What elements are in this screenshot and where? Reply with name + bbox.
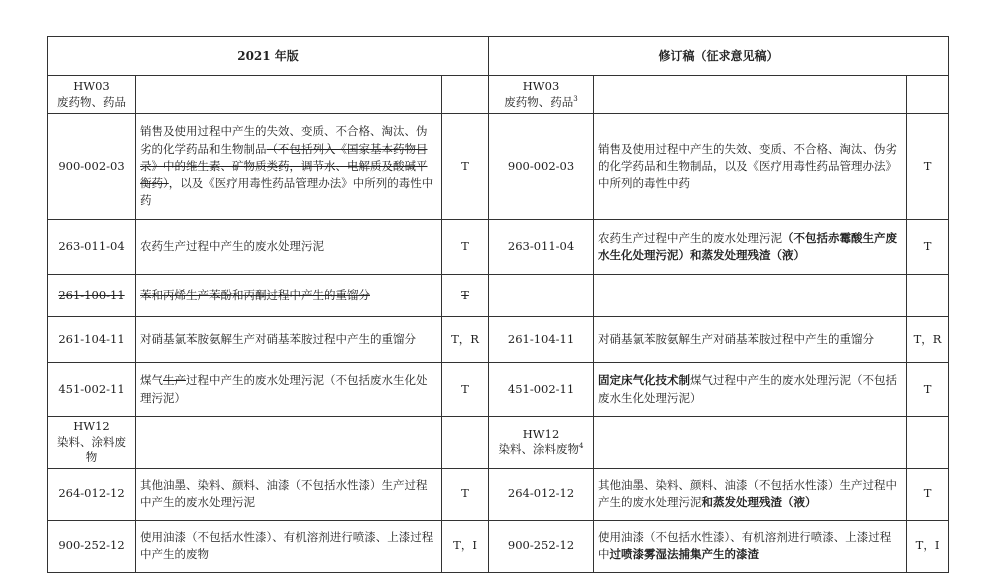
hazard-new: T，I [907,520,949,572]
description-new [594,520,907,572]
desc-text: 销售及使用过程中产生的失效、变质、不合格、淘汰、伪劣的化学药品和生物制品 [140,124,428,156]
description-new [594,317,907,363]
category-code: HW12 [522,426,560,441]
waste-code-new: 264-012-12 [489,468,594,520]
waste-code-old: 263-011-04 [48,220,136,275]
header-old-version: 2021 年版 [48,37,489,76]
waste-code-old: 451-002-11 [48,363,136,417]
category-code: HW03 [522,78,560,93]
desc-text: 农药生产过程中产生的废水处理污泥 [598,230,783,245]
footnote-marker: 3 [573,94,578,103]
waste-code-old: 900-002-03 [48,114,136,220]
desc-text: 销售及使用过程中产生的失效、变质、不合格、淘汰、伪劣的化学药品和生物制品，以及《医疗用毒性药品管理办法》中所列的毒性中药 [598,141,898,191]
deleted-text: （不包括列入《国家基本药物目录》中的维生素、矿物质类药，调节水、电解质及酸碱平衡药） [140,141,428,191]
empty-cell [442,76,489,114]
category-name: 废药物、药品 [57,94,126,109]
description-old [136,317,442,363]
description-new [594,275,907,317]
description-new [594,114,907,220]
waste-code-old: 264-012-12 [48,468,136,520]
category-row-hw12 [48,417,949,469]
footnote-marker: 4 [579,442,584,451]
description-old [136,220,442,275]
table-row [48,275,949,317]
comparison-table [47,36,949,573]
deleted-text: 苯和丙烯生产苯酚和丙酮过程中产生的重馏分 [140,287,370,302]
desc-text: 使用油漆（不包括水性漆）、有机溶剂进行喷漆、上漆过程中产生的废物 [140,529,434,562]
hazard-old: T，R [442,317,489,363]
waste-code-old: 261-104-11 [48,317,136,363]
desc-text: 使用油漆（不包括水性漆）、有机溶剂进行喷漆、上漆过程中 [598,529,892,562]
waste-code-new: 900-002-03 [489,114,594,220]
desc-text: 其他油墨、染料、颜料、油漆（不包括水性漆）生产过程中产生的废水处理污泥 [598,477,898,510]
desc-text: 对硝基氯苯胺氨解生产对硝基苯胺过程中产生的重馏分 [598,331,875,346]
empty-cell [136,76,442,114]
waste-code-new [489,275,594,317]
hazard-new: T [907,468,949,520]
category-cell-old [48,417,136,469]
added-text: 和蒸发处理残渣（液） [701,495,817,510]
hazard-old: T，I [442,520,489,572]
hazard-old: T [442,363,489,417]
desc-text: 其他油墨、染料、颜料、油漆（不包括水性漆）生产过程中产生的废水处理污泥 [140,477,428,510]
category-cell-new [489,417,594,469]
header-revised-version: 修订稿（征求意见稿） [489,37,949,76]
desc-text: 过程中产生的废水处理污泥（不包括废水生化处理污泥） [140,373,428,405]
hazard-new: T，R [907,317,949,363]
empty-cell [136,417,442,469]
category-name: 染料、涂料废物 [498,442,580,457]
table-row [48,114,949,220]
description-old [136,114,442,220]
category-code: HW12 [73,419,110,433]
table-row [48,220,949,275]
category-name: 废药物、药品 [504,94,574,109]
header-row [48,37,949,76]
added-text: 固定床气化技术制 [598,373,691,388]
category-cell-old [48,76,136,114]
table-row [48,363,949,417]
hazard-old: T [442,468,489,520]
description-old [136,520,442,572]
hazard-new: T [907,220,949,275]
desc-text: 对硝基氯苯胺氨解生产对硝基苯胺过程中产生的重馏分 [140,331,416,346]
added-text: （不包括赤霉酸生产废水生化处理污泥）和蒸发处理残渣（液） [598,230,898,262]
category-code: HW03 [73,78,110,93]
description-old [136,363,442,417]
waste-code-new: 263-011-04 [489,220,594,275]
empty-cell [442,417,489,469]
description-old [136,468,442,520]
desc-text: 农药生产过程中产生的废水处理污泥 [140,239,324,254]
document-page [47,36,949,573]
description-old-deleted [136,275,442,317]
added-text: 过喷漆雾湿法捕集产生的漆渣 [609,547,760,562]
table-row [48,317,949,363]
waste-code-old: 900-252-12 [48,520,136,572]
waste-code-old-deleted: 261-100-11 [48,275,136,317]
category-name: 染料、涂料废物 [57,434,126,465]
hazard-old: T [442,220,489,275]
category-cell-new [489,76,594,114]
empty-cell [907,76,949,114]
category-row-hw03 [48,76,949,114]
hazard-new: T [907,114,949,220]
empty-cell [594,417,907,469]
waste-code-new: 451-002-11 [489,363,594,417]
table-row [48,520,949,572]
hazard-new: T [907,363,949,417]
hazard-old-deleted: T [442,275,489,317]
empty-cell [907,417,949,469]
waste-code-new: 261-104-11 [489,317,594,363]
hazard-new [907,275,949,317]
desc-text: 煤气过程中产生的废水处理污泥（不包括废水生化处理污泥） [598,373,898,405]
deleted-text: 生产 [163,373,186,388]
description-new [594,468,907,520]
hazard-old: T [442,114,489,220]
desc-text: ，以及《医疗用毒性药品管理办法》中所列的毒性中药 [140,176,434,208]
empty-cell [594,76,907,114]
desc-text: 煤气 [140,373,163,388]
description-new [594,220,907,275]
waste-code-new: 900-252-12 [489,520,594,572]
description-new [594,363,907,417]
table-row [48,468,949,520]
